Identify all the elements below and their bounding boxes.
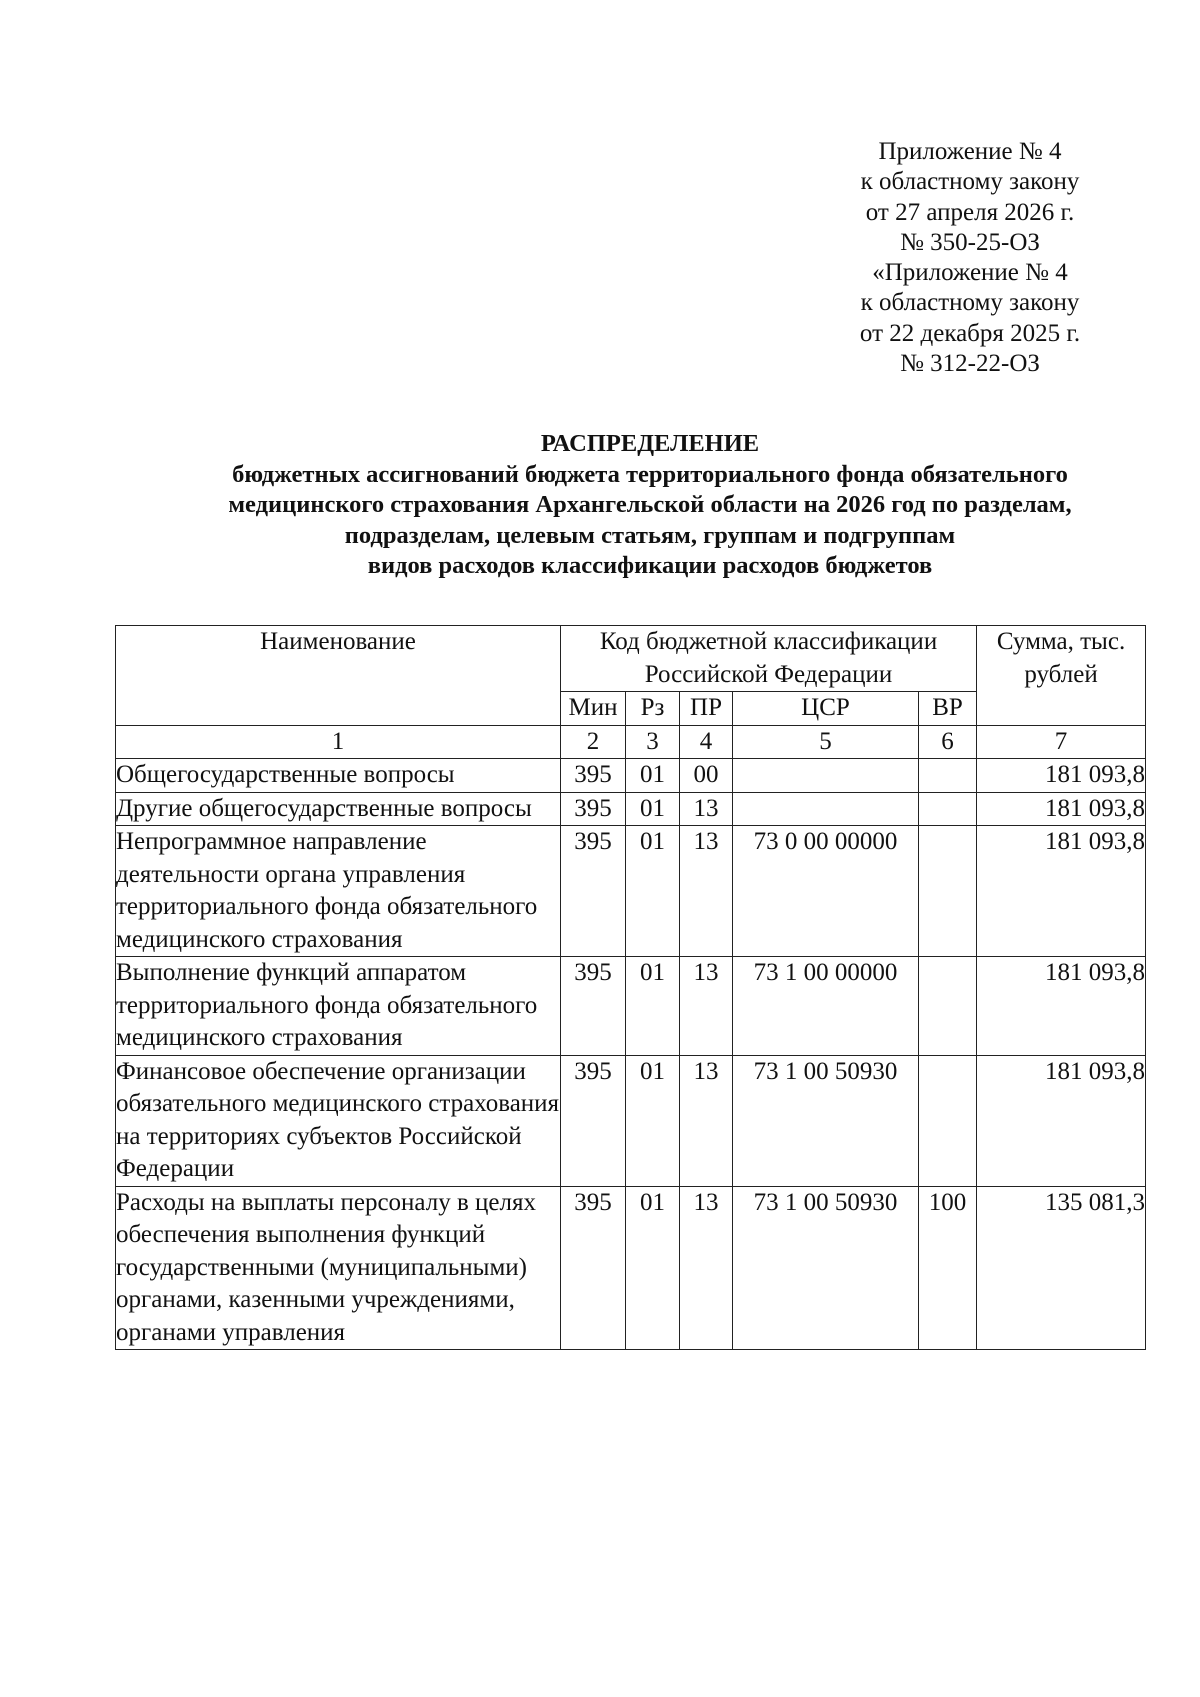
row-vr xyxy=(919,826,977,957)
row-min: 395 xyxy=(561,957,626,1056)
column-number: 6 xyxy=(919,725,977,759)
title-heading: РАСПРЕДЕЛЕНИЕ xyxy=(540,430,760,457)
row-name: Выполнение функций аппаратом территориального фонда обязательного медицинского страхования xyxy=(116,957,561,1056)
row-pr: 13 xyxy=(680,1055,733,1186)
title-line: медицинского страхования Архангельской области на 2026 год по разделам, xyxy=(228,491,1072,518)
column-number: 5 xyxy=(733,725,919,759)
row-csr: 73 1 00 50930 xyxy=(733,1186,919,1350)
document-title xyxy=(100,429,1200,582)
row-vr: 100 xyxy=(919,1186,977,1350)
row-sum: 181 093,8 xyxy=(977,826,1146,957)
row-csr xyxy=(733,759,919,793)
header-line: от 22 декабря 2025 г. xyxy=(859,319,1081,347)
row-csr xyxy=(733,792,919,826)
row-pr: 13 xyxy=(680,792,733,826)
header-vr: ВР xyxy=(919,692,977,726)
table-row xyxy=(116,1186,1146,1350)
row-sum: 135 081,3 xyxy=(977,1186,1146,1350)
row-name: Непрограммное направление деятельности органа управления территориального фонда обязательного медицинского страхования xyxy=(116,826,561,957)
column-number: 1 xyxy=(116,725,561,759)
title-line: видов расходов классификации расходов бюджетов xyxy=(367,552,933,579)
header-line: № 350-25-ОЗ xyxy=(900,228,1040,256)
row-pr: 13 xyxy=(680,957,733,1056)
row-pr: 13 xyxy=(680,1186,733,1350)
header-line: Приложение № 4 xyxy=(878,138,1062,165)
row-vr xyxy=(919,759,977,793)
row-min: 395 xyxy=(561,826,626,957)
row-vr xyxy=(919,957,977,1056)
row-name: Другие общегосударственные вопросы xyxy=(116,792,561,826)
header-code-group: Код бюджетной классификации Российской Федерации xyxy=(561,626,977,692)
header-line: к областному закону xyxy=(860,168,1080,196)
header-rz: Рз xyxy=(626,692,680,726)
row-pr: 13 xyxy=(680,826,733,957)
header-pr: ПР xyxy=(680,692,733,726)
row-min: 395 xyxy=(561,1186,626,1350)
table-body xyxy=(116,759,1146,1350)
row-rz: 01 xyxy=(626,957,680,1056)
row-min: 395 xyxy=(561,1055,626,1186)
header-sum: Сумма, тыс. рублей xyxy=(977,626,1146,726)
row-rz: 01 xyxy=(626,759,680,793)
row-rz: 01 xyxy=(626,1186,680,1350)
appendix-header xyxy=(820,137,1120,379)
row-rz: 01 xyxy=(626,792,680,826)
row-name: Расходы на выплаты персоналу в целях обеспечения выполнения функций государственными (муниципальными) органами, казенными учреждениями, органами управления xyxy=(116,1186,561,1350)
budget-table xyxy=(115,625,1146,1350)
header-csr: ЦСР xyxy=(733,692,919,726)
column-number: 2 xyxy=(561,725,626,759)
row-min: 395 xyxy=(561,759,626,793)
column-number: 4 xyxy=(680,725,733,759)
row-csr: 73 1 00 50930 xyxy=(733,1055,919,1186)
table-row xyxy=(116,957,1146,1056)
table-row xyxy=(116,1055,1146,1186)
header-line: от 27 апреля 2026 г. xyxy=(865,198,1075,226)
row-sum: 181 093,8 xyxy=(977,1055,1146,1186)
row-csr: 73 1 00 00000 xyxy=(733,957,919,1056)
header-line: «Приложение № 4 xyxy=(872,259,1068,287)
row-rz: 01 xyxy=(626,826,680,957)
row-pr: 00 xyxy=(680,759,733,793)
row-csr: 73 0 00 00000 xyxy=(733,826,919,957)
header-line: к областному закону xyxy=(860,289,1080,317)
row-name: Финансовое обеспечение организации обязательного медицинского страхования на территориях субъектов Российской Федерации xyxy=(116,1055,561,1186)
column-number: 7 xyxy=(977,725,1146,759)
row-vr xyxy=(919,1055,977,1186)
title-line: бюджетных ассигнований бюджета территориального фонда обязательного xyxy=(232,460,1068,488)
row-name: Общегосударственные вопросы xyxy=(116,759,561,793)
header-min: Мин xyxy=(561,692,626,726)
header-name: Наименование xyxy=(116,626,561,726)
row-sum: 181 093,8 xyxy=(977,759,1146,793)
table-row xyxy=(116,759,1146,793)
row-sum: 181 093,8 xyxy=(977,957,1146,1056)
row-sum: 181 093,8 xyxy=(977,792,1146,826)
row-min: 395 xyxy=(561,792,626,826)
row-vr xyxy=(919,792,977,826)
table-row xyxy=(116,826,1146,957)
column-number: 3 xyxy=(626,725,680,759)
row-rz: 01 xyxy=(626,1055,680,1186)
header-line: № 312-22-ОЗ xyxy=(900,350,1040,378)
table-row xyxy=(116,792,1146,826)
title-line: подразделам, целевым статьям, группам и подгруппам xyxy=(344,521,956,549)
